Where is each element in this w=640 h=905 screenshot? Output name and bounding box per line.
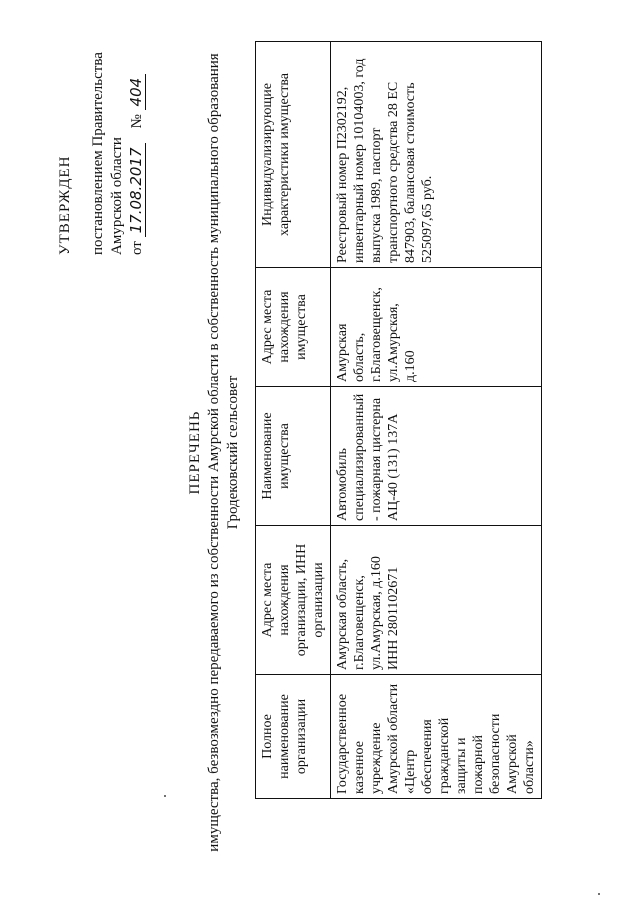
header-property-name: Наименование имущества	[256, 387, 331, 526]
approval-heading: УТВЕРЖДЕН	[57, 155, 73, 255]
cell-property-address: Амурская область, г.Благовещенск, ул.Амурская, д.160	[331, 268, 542, 387]
cell-org-address: Амурская область, г.Благовещенск, ул.Амурская, д.160 ИНН 2801102671	[331, 526, 542, 675]
approval-number: 404	[127, 74, 146, 111]
title-line-1: имущества, безвозмездно передаваемого из собственности Амурской области в собственность муниципального образования	[206, 53, 222, 852]
title-line-2: Гродековский сельсовет	[225, 375, 241, 530]
scan-speck	[164, 795, 166, 797]
cell-property-name: Автомобиль специализированный - пожарная цистерна АЦ-40 (131) 137А	[331, 387, 542, 526]
title-heading: ПЕРЕЧЕНЬ	[187, 410, 203, 495]
document-title	[186, 0, 243, 905]
approval-block	[56, 15, 147, 255]
date-prefix: от	[129, 241, 145, 255]
number-prefix: №	[129, 114, 145, 129]
scan-speck	[598, 893, 600, 895]
table-row	[331, 42, 542, 799]
property-table	[255, 41, 542, 799]
approval-date-line	[127, 15, 147, 255]
approval-line-1: постановлением Правительства	[90, 52, 106, 255]
cell-org-name: Государственное казенное учреждение Амурской области «Центр обеспечения гражданской защиты и пожарной безопасности Амурской области»	[331, 675, 542, 799]
approval-line-2: Амурской области	[109, 137, 125, 255]
header-property-address: Адрес места нахождения имущества	[256, 268, 331, 387]
header-characteristics: Индивидуализирующие характеристики имущества	[256, 42, 331, 268]
table-header-row	[256, 42, 331, 799]
approval-date: 17.08.2017	[127, 144, 146, 238]
header-org-address: Адрес места нахождения организации, ИНН организации	[256, 526, 331, 675]
header-org-name: Полное наименование организации	[256, 675, 331, 799]
cell-characteristics: Реестровый номер П2302192, инвентарный номер 10104003, год выпуска 1989, паспорт транспортного средства 28 ЕС 847903, балансовая стоимость 525097,65 руб.	[331, 42, 542, 268]
